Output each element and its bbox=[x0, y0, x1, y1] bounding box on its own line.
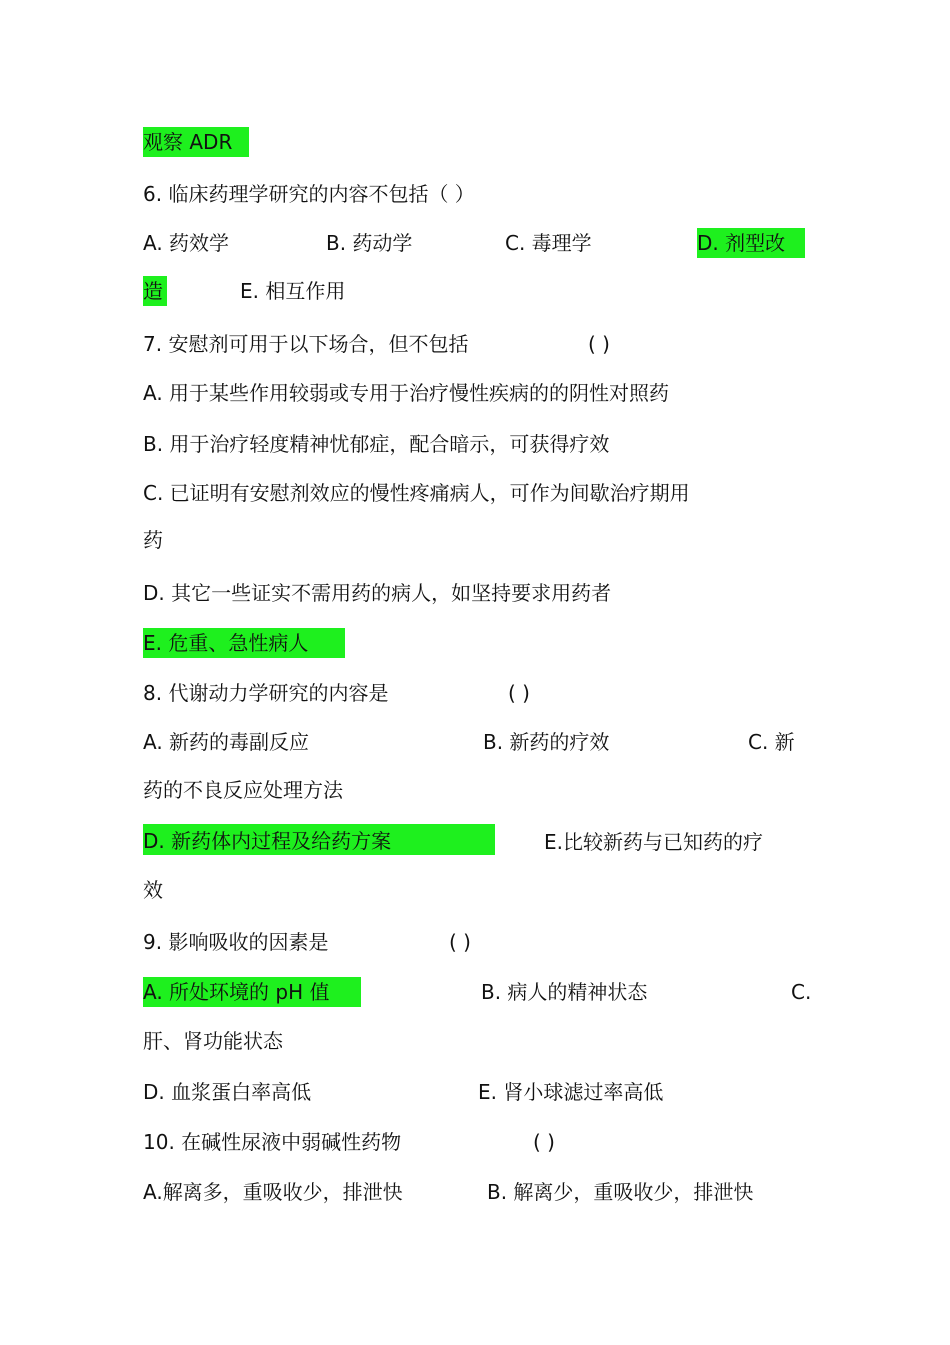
q9-option-b: B. 病人的精神状态 bbox=[481, 980, 648, 1004]
q8-option-e: E.比较新药与已知药的疗 bbox=[544, 830, 763, 854]
q9-option-a-answer: A. 所处环境的 pH 值 bbox=[143, 977, 361, 1007]
q9-option-c-cont: 肝、肾功能状态 bbox=[143, 1029, 283, 1053]
q6-option-b: B. 药动学 bbox=[326, 231, 413, 255]
q8-answer-paren: ( ) bbox=[508, 681, 530, 705]
q6-option-d-answer-cont: 造 bbox=[143, 276, 167, 306]
q7-option-a: A. 用于某些作用较弱或专用于治疗慢性疾病的的阴性对照药 bbox=[143, 381, 670, 405]
q8-option-e-cont: 效 bbox=[143, 878, 163, 902]
question-8: 8. 代谢动力学研究的内容是 bbox=[143, 681, 389, 705]
q7-option-c-cont: 药 bbox=[143, 528, 163, 552]
q7-option-c: C. 已证明有安慰剂效应的慢性疼痛病人，可作为间歇治疗期用 bbox=[143, 481, 690, 505]
q8-option-a: A. 新药的毒副反应 bbox=[143, 730, 310, 754]
q9-answer-paren: ( ) bbox=[449, 930, 471, 954]
q8-option-d-answer: D. 新药体内过程及给药方案 bbox=[143, 824, 495, 855]
q9-option-c: C. bbox=[791, 980, 812, 1004]
q6-option-e: E. 相互作用 bbox=[240, 279, 346, 303]
q10-answer-paren: ( ) bbox=[533, 1130, 555, 1154]
q10-option-a: A.解离多，重吸收少，排泄快 bbox=[143, 1180, 403, 1204]
q9-option-e: E. 肾小球滤过率高低 bbox=[478, 1080, 664, 1104]
question-10: 10. 在碱性尿液中弱碱性药物 bbox=[143, 1130, 402, 1154]
q6-option-a: A. 药效学 bbox=[143, 231, 230, 255]
q8-option-c-cont: 药的不良反应处理方法 bbox=[143, 778, 343, 802]
q6-option-c: C. 毒理学 bbox=[505, 231, 592, 255]
q6-option-d-answer: D. 剂型改 bbox=[697, 228, 805, 258]
q7-option-d: D. 其它一些证实不需用药的病人，如坚持要求用药者 bbox=[143, 581, 612, 605]
answer-highlight-adr: 观察 ADR bbox=[143, 127, 249, 157]
q7-option-b: B. 用于治疗轻度精神忧郁症，配合暗示，可获得疗效 bbox=[143, 432, 610, 456]
q10-option-b: B. 解离少，重吸收少，排泄快 bbox=[487, 1180, 754, 1204]
question-7: 7. 安慰剂可用于以下场合，但不包括 bbox=[143, 332, 469, 356]
q9-option-d: D. 血浆蛋白率高低 bbox=[143, 1080, 312, 1104]
q7-option-e-answer: E. 危重、急性病人 bbox=[143, 628, 345, 658]
q7-answer-paren: ( ) bbox=[588, 332, 610, 356]
question-9: 9. 影响吸收的因素是 bbox=[143, 930, 329, 954]
q8-option-c: C. 新 bbox=[748, 730, 795, 754]
question-6: 6. 临床药理学研究的内容不包括（ ） bbox=[143, 182, 475, 206]
q8-option-b: B. 新药的疗效 bbox=[483, 730, 610, 754]
